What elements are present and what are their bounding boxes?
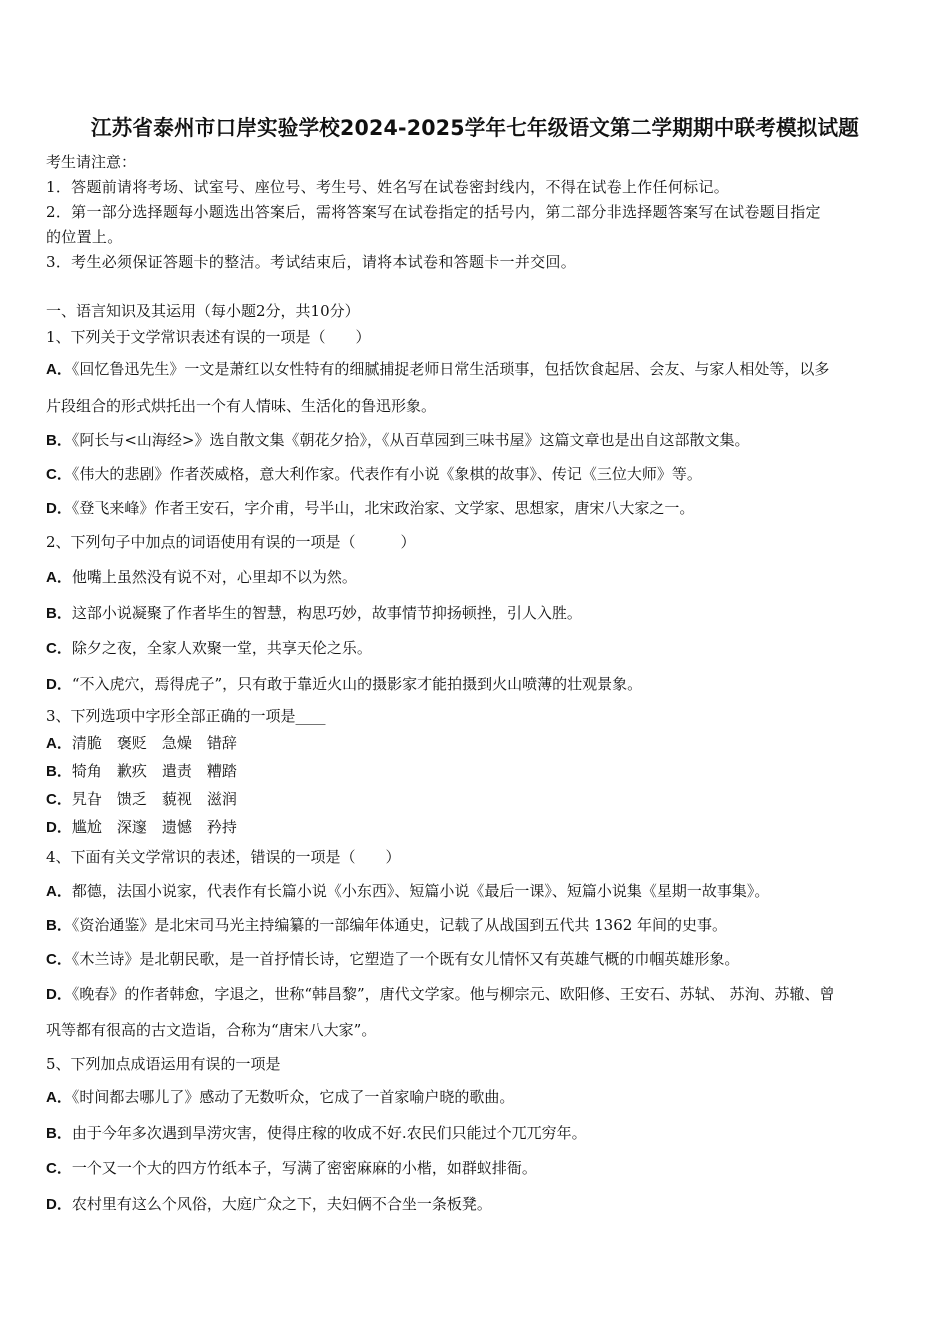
option-a <box>46 733 237 754</box>
option-c <box>46 789 237 810</box>
option-letter: A． <box>46 735 72 752</box>
option-letter: D． <box>46 819 72 836</box>
option-a <box>46 1087 514 1108</box>
page-title: 江苏省泰州市口岸实验学校2024-2025学年七年级语文第二学期期中联考模拟试题 <box>90 116 860 140</box>
option-text: 《资治通鉴》是北宋司马光主持编纂的一部编年体通史，记载了从战国到五代共 1362 年间的史事。 <box>71 916 728 934</box>
option-text: 他嘴上虽然没有说不对，心里却不以为然。 <box>71 568 357 586</box>
option-c <box>46 638 372 659</box>
question-stem: 3、下列选项中字形全部正确的一项是____ <box>46 707 326 725</box>
option-text: “不入虎穴，焉得虎子”，只有敢于靠近火山的摄影家才能拍摄到火山喷薄的壮观景象。 <box>71 675 643 693</box>
option-text: 《晚春》的作者韩愈，字退之，世称“韩昌黎”，唐代文学家。他与柳宗元、欧阳修、王安石、苏轼、 苏洵、苏辙、曾 <box>71 985 835 1003</box>
option-d <box>46 1194 492 1215</box>
option-continuation: 巩等都有很高的古文造诣，合称为“唐宋八大家”。 <box>46 1021 377 1039</box>
option-continuation: 片段组合的形式烘托出一个有人情味、生活化的鲁迅形象。 <box>46 397 437 415</box>
option-text: 都德，法国小说家，代表作有长篇小说《小东西》、短篇小说《最后一课》、短篇小说集《星期一故事集》。 <box>71 882 770 900</box>
option-b <box>46 603 582 624</box>
option-d <box>46 498 694 519</box>
option-letter: A． <box>46 569 72 586</box>
option-text: 《阿长与<山海经>》选自散文集《朝花夕拾》，《从百草园到三味书屋》这篇文章也是出自这部散文集。 <box>71 431 750 449</box>
option-c <box>46 1158 537 1179</box>
option-letter: A． <box>46 361 72 378</box>
option-a <box>46 567 357 588</box>
option-text: 《登飞来峰》作者王安石，字介甫，号半山，北宋政治家、文学家、思想家，唐宋八大家之一。 <box>71 499 695 517</box>
option-text: 除夕之夜，全家人欢聚一堂，共享天伦之乐。 <box>71 639 372 657</box>
option-letter: C． <box>46 1160 72 1177</box>
option-letter: B． <box>46 763 72 780</box>
section-heading: 一、语言知识及其运用（每小题2分，共10分） <box>46 302 360 320</box>
option-letter: C． <box>46 640 72 657</box>
option-letter: D． <box>46 1196 72 1213</box>
notice-item: 2．第一部分选择题每小题选出答案后，需将答案写在试卷指定的括号内，第二部分非选择题答案写在试卷题目指定 <box>46 203 821 221</box>
option-text: 尴尬 深邃 遗憾 矜持 <box>71 818 237 836</box>
option-text: 由于今年多次遇到旱涝灾害，使得庄稼的收成不好.农民们只能过个兀兀穷年。 <box>71 1124 587 1142</box>
option-b <box>46 915 727 936</box>
option-text: 《回忆鲁迅先生》一文是萧红以女性特有的细腻捕捉老师日常生活琐事，包括饮食起居、会友、与家人相处等，以多 <box>71 360 830 378</box>
option-text: 这部小说凝聚了作者毕生的智慧，构思巧妙，故事情节抑扬顿挫，引人入胜。 <box>71 604 582 622</box>
option-text: 犄角 歉疚 遣责 糟踏 <box>71 762 237 780</box>
option-letter: D． <box>46 676 72 693</box>
option-letter: B． <box>46 605 72 622</box>
option-letter: C． <box>46 466 72 483</box>
notice-item: 3．考生必须保证答题卡的整洁。考试结束后，请将本试卷和答题卡一并交回。 <box>46 253 577 271</box>
question-stem: 4、下面有关文学常识的表述，错误的一项是（ ） <box>46 848 401 866</box>
option-text: 《木兰诗》是北朝民歌，是一首抒情长诗，它塑造了一个既有女儿情怀又有英雄气概的巾帼英雄形象。 <box>71 950 740 968</box>
option-text: 清脆 褒贬 急燥 错辞 <box>71 734 237 752</box>
option-text: 一个又一个大的四方竹纸本子，写满了密密麻麻的小楷，如群蚁排衙。 <box>71 1159 537 1177</box>
notice-item: 的位置上。 <box>46 228 123 246</box>
option-letter: A． <box>46 1089 72 1106</box>
option-text: 《时间都去哪儿了》感动了无数听众，它成了一首家喻户晓的歌曲。 <box>71 1088 515 1106</box>
question-stem: 2、下列句子中加点的词语使用有误的一项是（ ） <box>46 533 416 551</box>
option-letter: C． <box>46 951 72 968</box>
option-a <box>46 359 829 380</box>
question-stem: 1、下列关于文学常识表述有误的一项是（ ） <box>46 328 371 346</box>
option-c <box>46 464 702 485</box>
option-b <box>46 1123 587 1144</box>
option-letter: D． <box>46 986 72 1003</box>
question-stem: 5、下列加点成语运用有误的一项是 <box>46 1055 281 1073</box>
option-letter: D． <box>46 500 72 517</box>
notice-header: 考生请注意： <box>46 153 137 171</box>
option-letter: A． <box>46 883 72 900</box>
option-text: 旯旮 馈乏 藐视 滋润 <box>71 790 237 808</box>
option-letter: B． <box>46 917 72 934</box>
option-text: 《伟大的悲剧》作者茨威格，意大利作家。代表作有小说《象棋的故事》、传记《三位大师》等。 <box>71 465 702 483</box>
option-d <box>46 674 642 695</box>
option-a <box>46 881 769 902</box>
option-b <box>46 761 237 782</box>
option-text: 农村里有这么个风俗，大庭广众之下，夫妇俩不合坐一条板凳。 <box>71 1195 492 1213</box>
notice-item: 1．答题前请将考场、试室号、座位号、考生号、姓名写在试卷密封线内，不得在试卷上作任何标记。 <box>46 178 730 196</box>
option-b <box>46 430 750 451</box>
option-d <box>46 817 237 838</box>
option-c <box>46 949 739 970</box>
option-letter: B． <box>46 1125 72 1142</box>
option-d <box>46 984 834 1005</box>
option-letter: B． <box>46 432 72 449</box>
option-letter: C． <box>46 791 72 808</box>
